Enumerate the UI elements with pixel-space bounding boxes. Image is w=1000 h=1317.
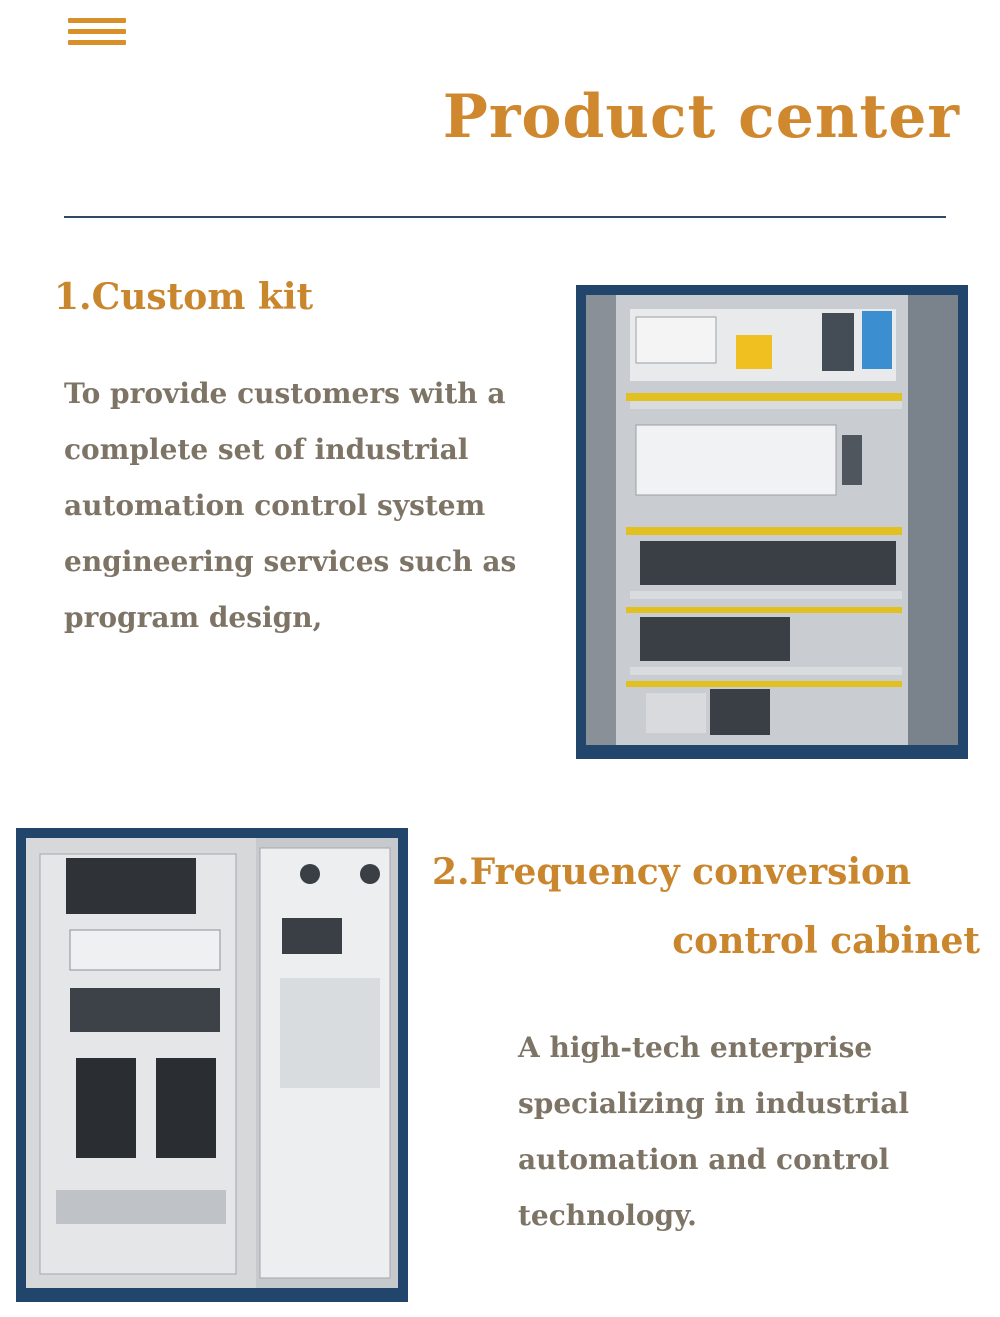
header-divider xyxy=(64,216,946,218)
section-2-title-line-1: 2.Frequency conversion xyxy=(432,851,912,893)
section-2-title-line-2: control cabinet xyxy=(672,920,980,962)
section-2-description: A high-tech enterprise specializing in industrial automation and control technology. xyxy=(518,1031,910,1232)
page-title: Product center xyxy=(442,82,960,152)
frequency-conversion-cabinet-photo xyxy=(16,828,408,1302)
section-1-description: To provide customers with a complete set of industrial automation control system engineering services such as program design, xyxy=(64,377,517,634)
section-1-title: 1.Custom kit xyxy=(54,276,314,318)
hamburger-menu-icon[interactable] xyxy=(68,18,126,46)
control-cabinet-photo xyxy=(576,285,968,759)
